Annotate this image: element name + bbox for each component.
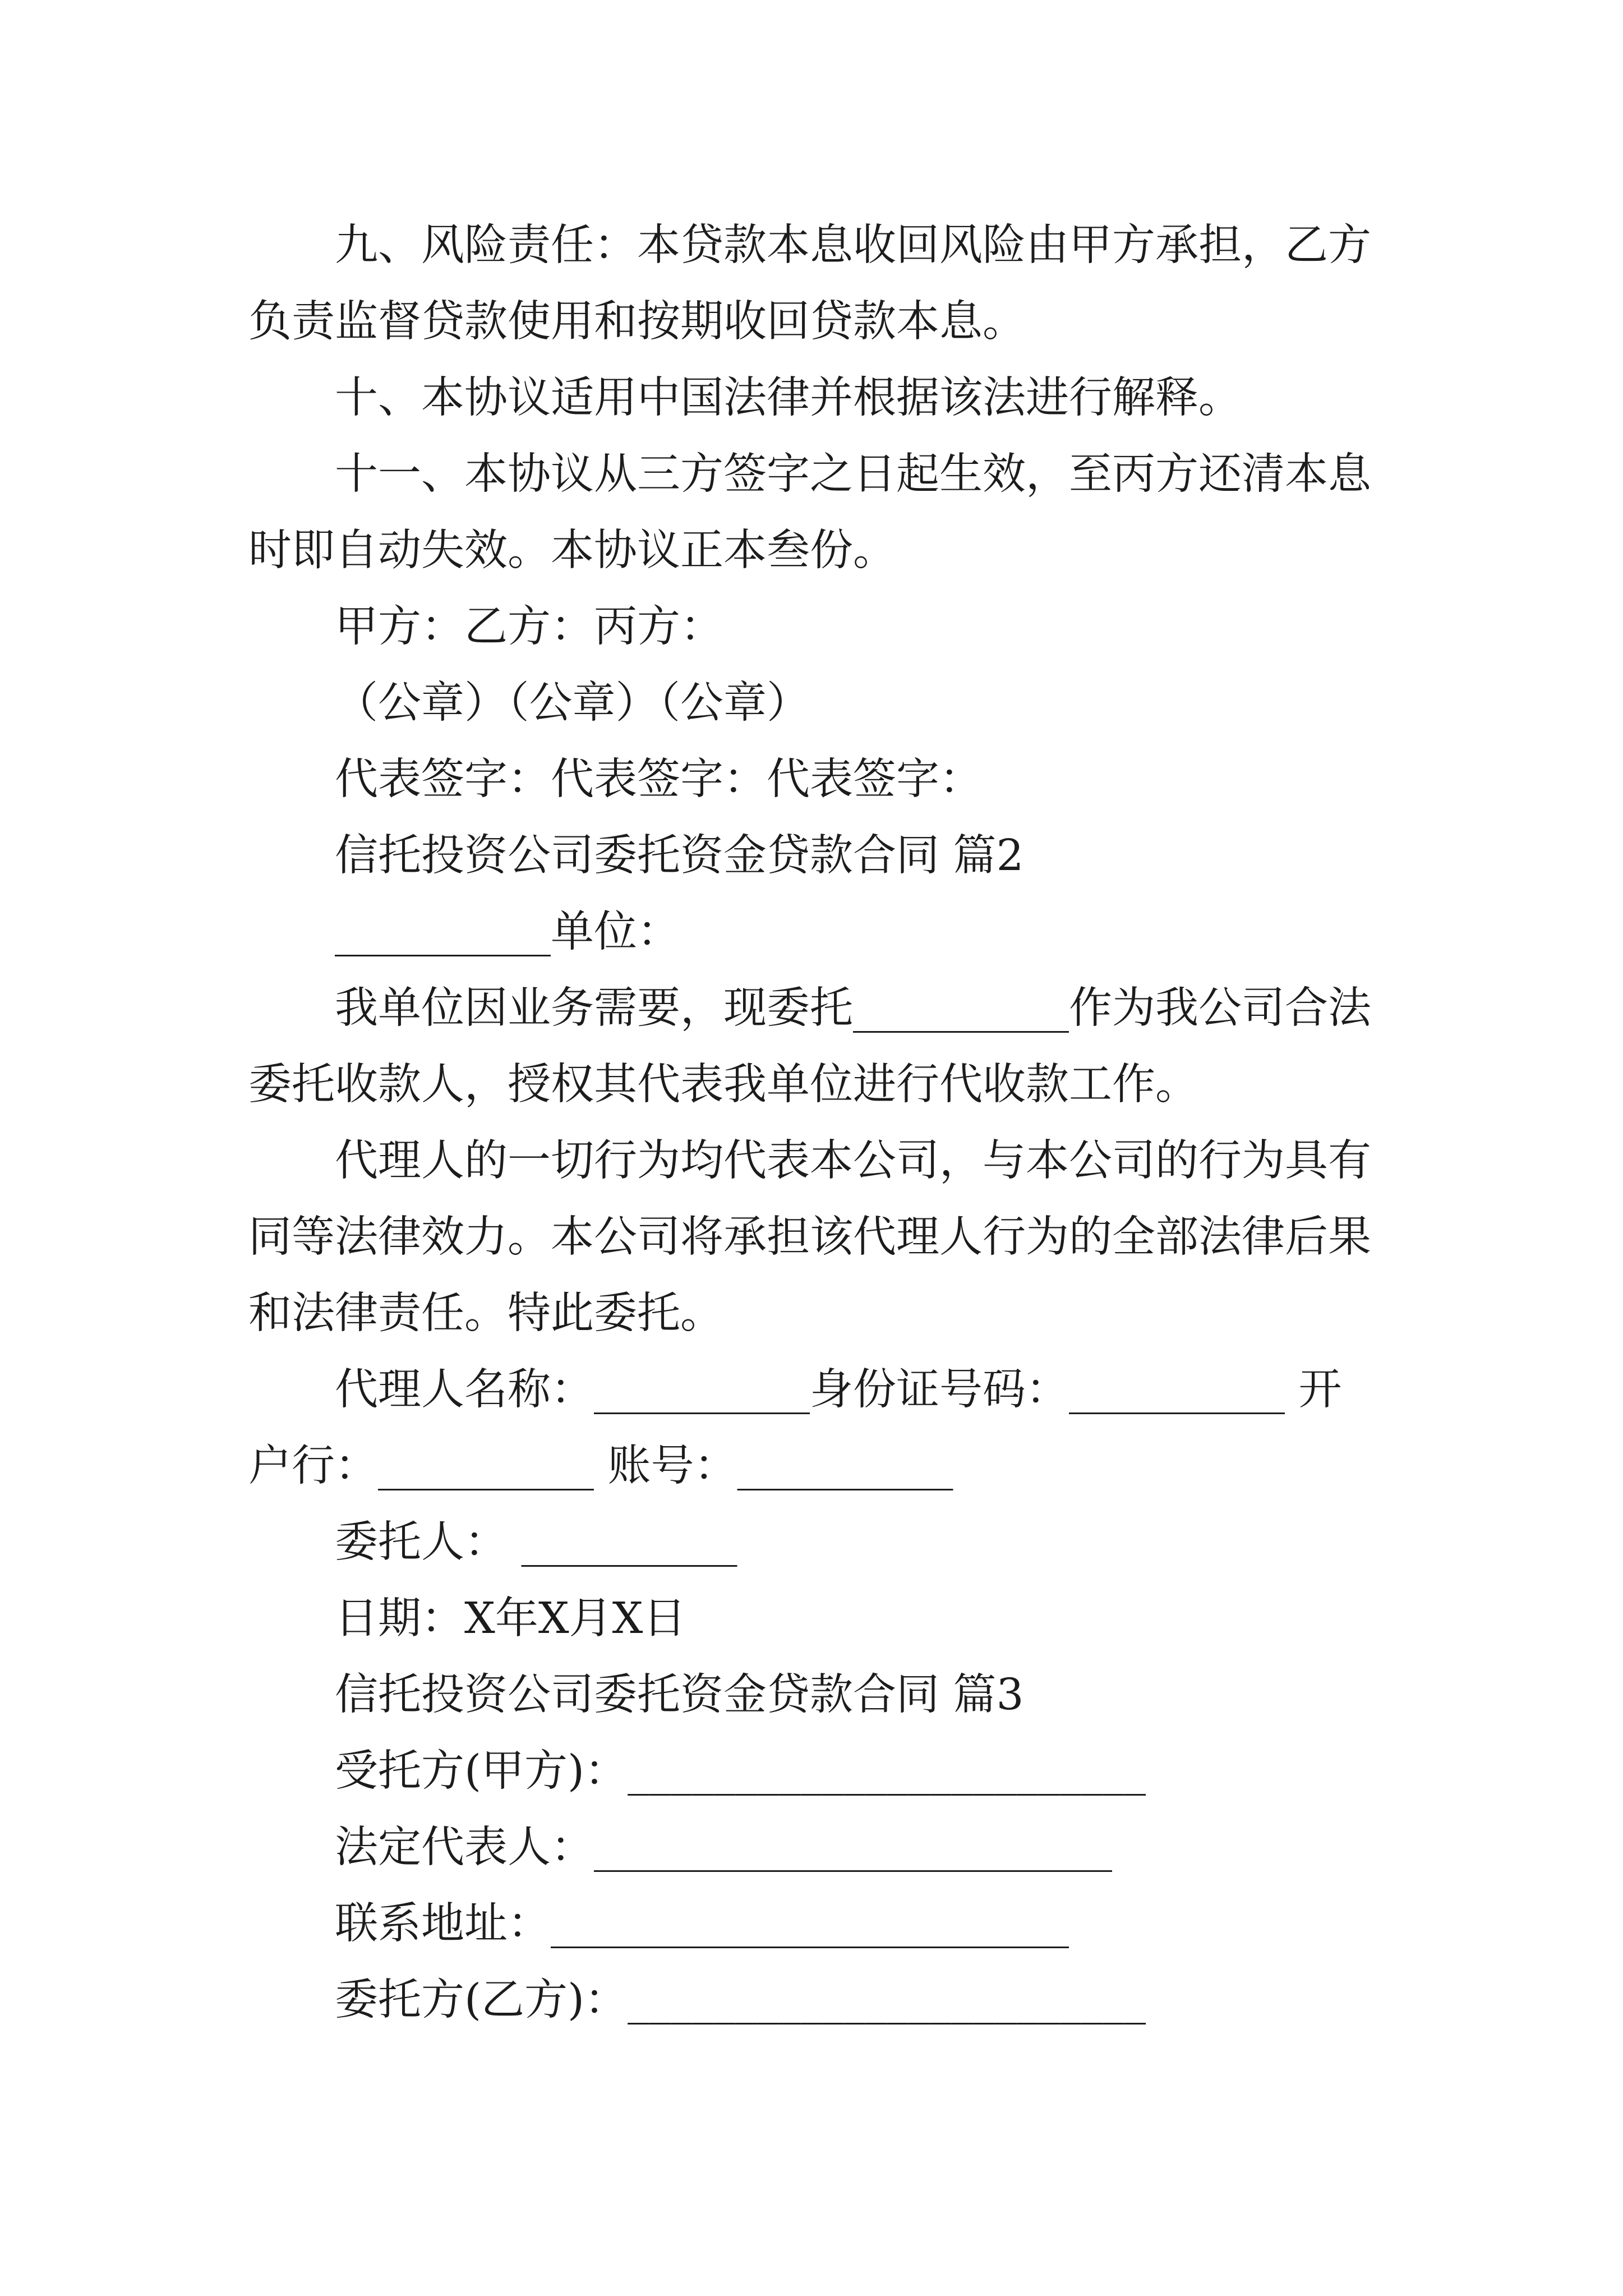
paragraph-line: 十、本协议适用中国法律并根据该法进行解释。 [335,373,1242,423]
paragraph-line: 时即自动失效。本协议正本叁份。 [248,526,896,576]
paragraph-line: 同等法律效力。本公司将承担该代理人行为的全部法律后果 [248,1212,1371,1262]
contact-address-field [248,1886,1376,1962]
legal-representative-field [248,1810,1376,1886]
paragraph-line: 代表签字：代表签字：代表签字： [335,754,983,804]
paragraph-line: 和法律责任。特此委托。 [248,1289,723,1338]
paragraph-line: 委托方(乙方)：________________________ [335,1975,1146,2025]
signature-parties [248,589,1376,665]
trustor-field [248,1962,1376,2039]
paragraph-line: 代理人名称：__________身份证号码：__________ 开 [335,1365,1342,1415]
paragraph-line: 代理人的一切行为均代表本公司，与本公司的行为具有 [335,1136,1371,1186]
principal-line [248,1504,1376,1581]
trustee-field [248,1733,1376,1810]
agent-details [248,1352,1376,1504]
addressee-line [248,894,1376,970]
clause-governing-law [248,360,1376,436]
paragraph-line: 日期：X年X月X日 [335,1594,686,1644]
paragraph-line: 法定代表人：________________________ [335,1823,1112,1872]
paragraph-line: （公章）（公章）（公章） [335,678,810,728]
section-heading-3 [248,1657,1376,1733]
signature-representatives [248,742,1376,818]
document-body [248,208,1376,2039]
agent-authority-statement [248,1123,1376,1352]
paragraph-line: 户行：__________ 账号：__________ [248,1441,953,1491]
paragraph-line: 受托方(甲方)：________________________ [335,1746,1146,1796]
section-title: 信托投资公司委托资金贷款合同 篇3 [335,1670,1024,1720]
paragraph-line: 九、风险责任：本贷款本息收回风险由甲方承担，乙方 [335,220,1371,270]
paragraph-line: 负责监督贷款使用和按期收回贷款本息。 [248,297,1026,347]
paragraph-line: 委托收款人，授权其代表我单位进行代收款工作。 [248,1060,1198,1110]
section-heading-2 [248,818,1376,894]
paragraph-line: 我单位因业务需要，现委托__________作为我公司合法 [335,983,1371,1033]
signature-seals [248,665,1376,742]
date-line [248,1581,1376,1657]
clause-effectiveness [248,436,1376,589]
entrustment-statement [248,970,1376,1123]
paragraph-line: 委托人： __________ [335,1517,737,1567]
paragraph-line: 联系地址：________________________ [335,1899,1069,1949]
paragraph-line: 十一、本协议从三方签字之日起生效，至丙方还清本息 [335,449,1371,499]
paragraph-line: 甲方：乙方：丙方： [335,602,723,652]
paragraph-line: __________单位： [335,907,680,957]
clause-risk-responsibility [248,208,1376,360]
section-title: 信托投资公司委托资金贷款合同 篇2 [335,831,1024,881]
